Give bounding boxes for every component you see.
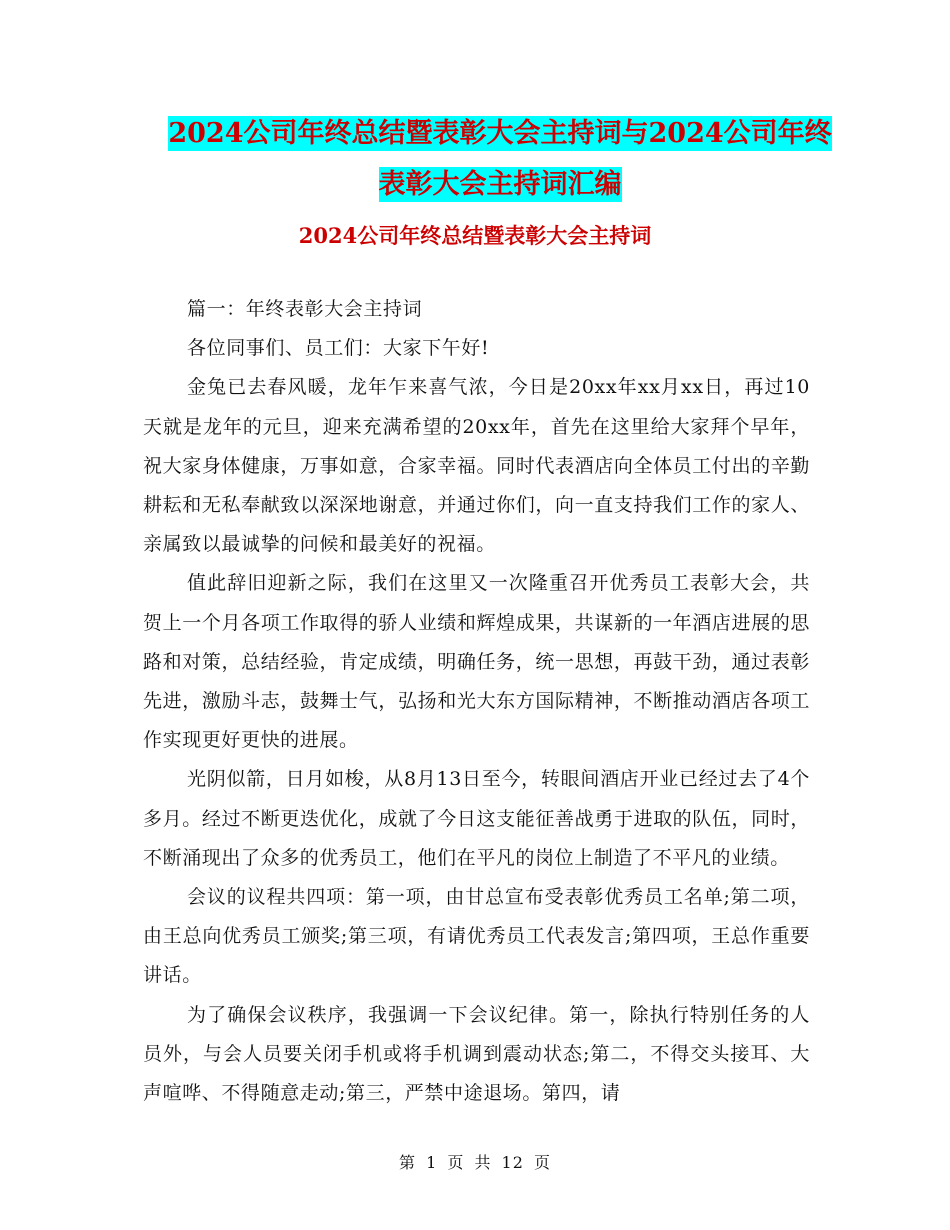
paragraph: 光阴似箭，日月如梭，从8月13日至今，转眼间酒店开业已经过去了4个多月。经过不断更迭优化，成就了今日这支能征善战勇于进取的队伍，同时，不断涌现出了众多的优秀员工，他们在平凡的岗位上制造了不平凡的业绩。 [143, 768, 810, 869]
document-body [143, 290, 810, 1113]
title-line-1: 2024公司年终总结暨表彰大会主持词与2024公司年终 [168, 118, 832, 149]
paragraph: 金兔已去春风暖，龙年乍来喜气浓，今日是20xx年xx月xx日，再过10天就是龙年的元旦，迎来充满希望的20xx年，首先在这里给大家拜个早年，祝大家身体健康，万事如意，合家幸福。同时代表酒店向全体员工付出的辛勤耕耘和无私奉献致以深深地谢意，并通过你们，向一直支持我们工作的家人、亲属致以最诚挚的问候和最美好的祝福。 [143, 376, 810, 556]
page-footer: 第 1 页 共 12 页 [399, 1153, 551, 1172]
paragraph: 会议的议程共四项：第一项，由甘总宣布受表彰优秀员工名单;第二项，由王总向优秀员工颁奖;第三项，有请优秀员工代表发言;第四项，王总作重要讲话。 [143, 886, 810, 987]
paragraph: 各位同事们、员工们：大家下午好! [187, 337, 490, 360]
paragraph: 值此辞旧迎新之际，我们在这里又一次隆重召开优秀员工表彰大会，共贺上一个月各项工作取得的骄人业绩和辉煌成果，共谋新的一年酒店进展的思路和对策，总结经验，肯定成绩，明确任务，统一思想，再鼓干劲，通过表彰先进，激励斗志，鼓舞士气，弘扬和光大东方国际精神，不断推动酒店各项工作实现更好更快的进展。 [143, 572, 810, 752]
paragraph: 为了确保会议秩序，我强调一下会议纪律。第一，除执行特别任务的人员外，与会人员要关闭手机或将手机调到震动状态;第二，不得交头接耳、大声喧哗、不得随意走动;第三，严禁中途退场。第四，请 [143, 1003, 810, 1105]
paragraph: 篇一：年终表彰大会主持词 [187, 298, 423, 320]
section-heading: 2024公司年终总结暨表彰大会主持词 [298, 223, 652, 248]
document-title [100, 108, 900, 210]
title-line-2: 表彰大会主持词汇编 [378, 169, 622, 200]
